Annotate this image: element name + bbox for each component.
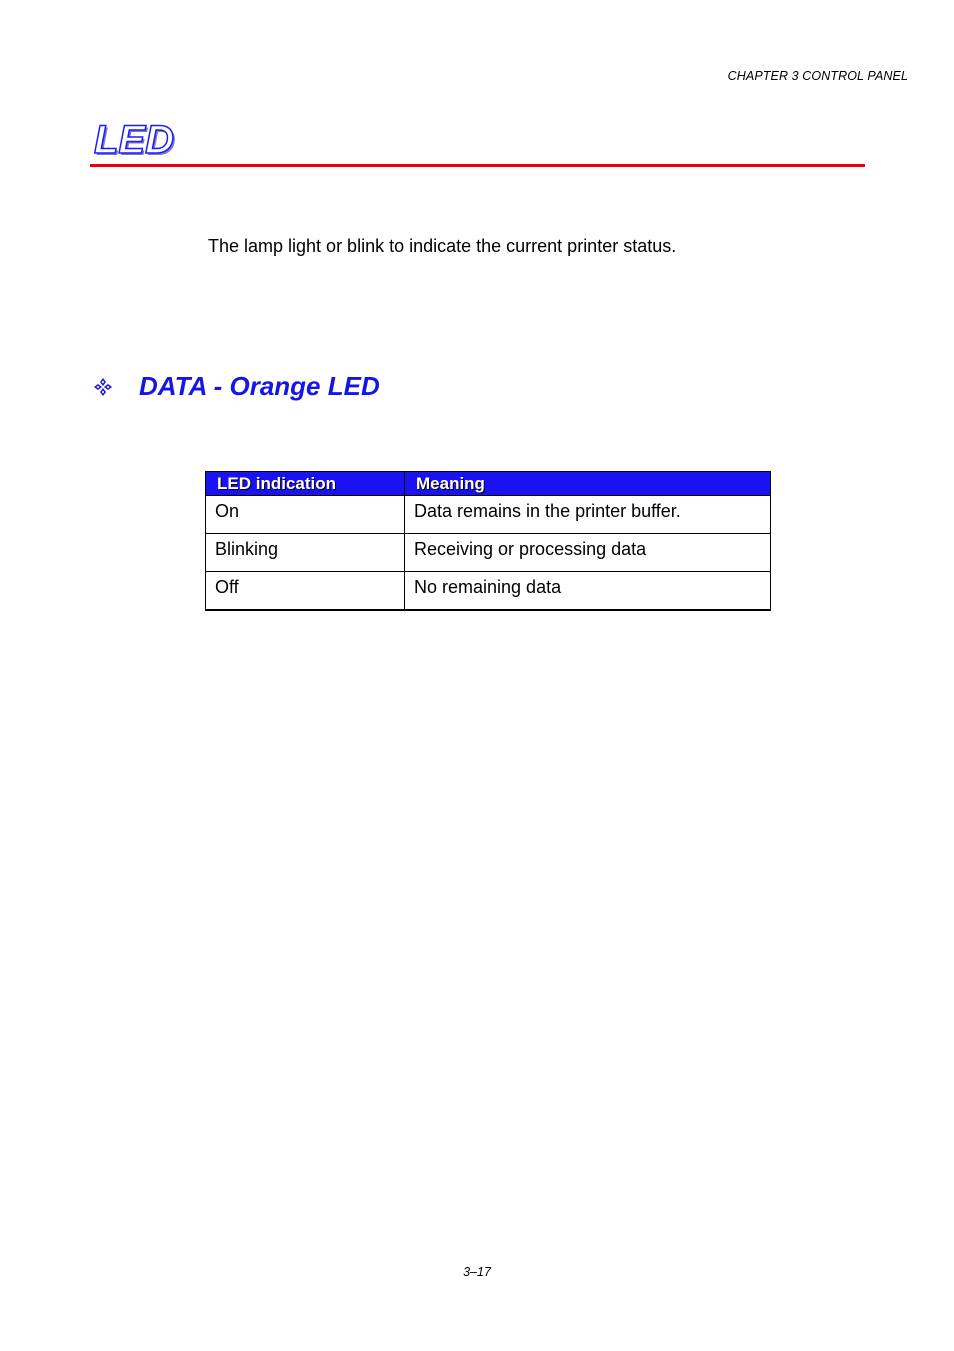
intro-paragraph: The lamp light or blink to indicate the current printer status. bbox=[208, 236, 677, 256]
led-indication-cell: Blinking bbox=[206, 534, 405, 572]
section-heading bbox=[93, 369, 380, 403]
led-indication-cell: Off bbox=[206, 572, 405, 611]
title-rule bbox=[90, 164, 865, 167]
meaning-cell: Receiving or processing data bbox=[405, 534, 771, 572]
running-header: CHAPTER 3 CONTROL PANEL bbox=[727, 69, 908, 83]
table-row bbox=[206, 534, 771, 572]
section-heading-text: DATA - Orange LED bbox=[139, 371, 380, 401]
four-diamond-bullet-icon bbox=[93, 376, 113, 396]
meaning-cell: Data remains in the printer buffer. bbox=[405, 496, 771, 534]
table-header-row bbox=[206, 472, 771, 496]
meaning-cell: No remaining data bbox=[405, 572, 771, 611]
led-indication-cell: On bbox=[206, 496, 405, 534]
table-row bbox=[206, 572, 771, 611]
led-status-table bbox=[205, 471, 771, 611]
column-header-meaning: Meaning bbox=[405, 472, 771, 496]
chapter-title: LED bbox=[94, 118, 174, 162]
column-header-led-indication: LED indication bbox=[206, 472, 405, 496]
page-number: 3–17 bbox=[463, 1265, 491, 1279]
table-row bbox=[206, 496, 771, 534]
